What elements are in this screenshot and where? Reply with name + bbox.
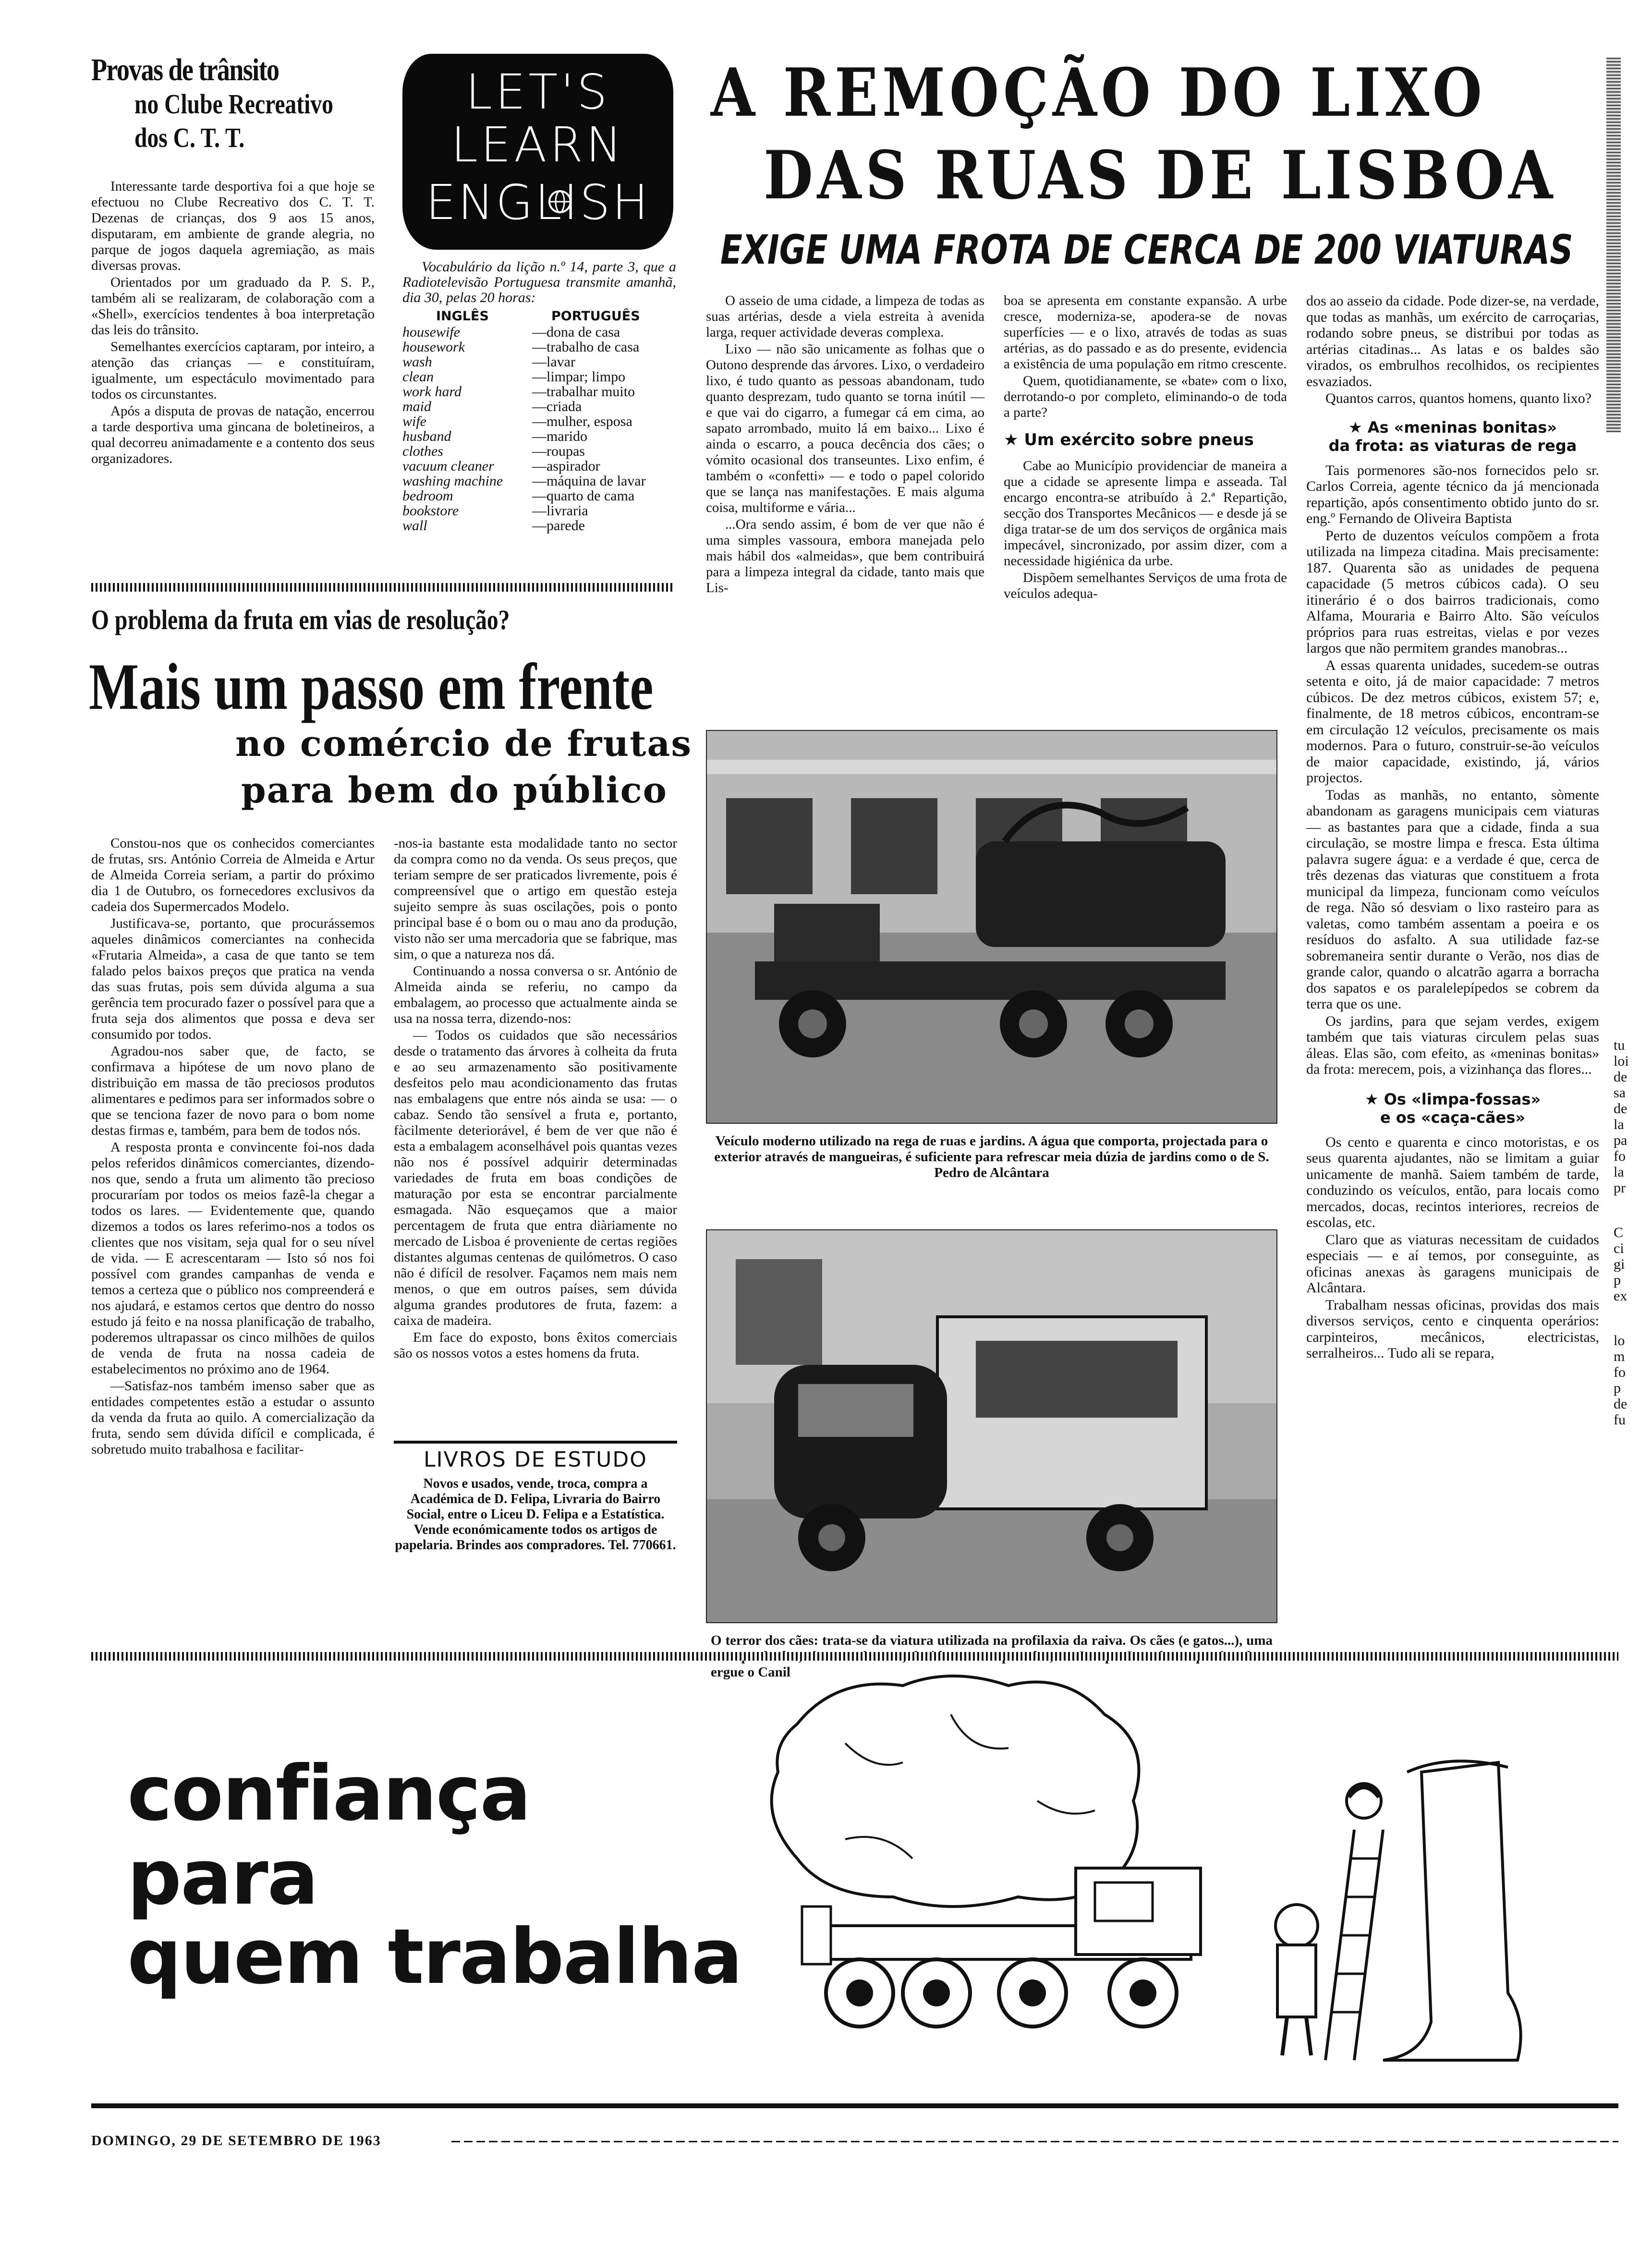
paragraph: — Todos os cuidados que são necessários desde o tratamento das árvores à colheita da fruta e ao seu armazenamento são positivamente desfeitos pelo mau acondicionamento das frutas nas embalagens que entre nós ainda se usa: — o cabaz. Sendo tão sensível a fruta e, portanto, fàcilmente deteriorável, é bem de ver que não é esta a embalagem aconselhável pois quantas vezes não nos é possível adquirir determinadas variedades de fruta em boas condições de maturação por esta se encontrar parcialmente esmagada. Não esqueçamos que a maior percentagem de fruta que entra diàriamente no mercado de Lisboa é proveniente de certas regiões distantes algumas centenas de quilómetros. O caso não é difícil de resolver. Façamos nem mais nem menos, o que em outros países, sem dúvida alguma grandes produtores de fruta, fazem: a caixa de madeira.: [394, 1028, 677, 1328]
paragraph: A essas quarenta unidades, sucedem-se outras setenta e oito, já de maior capacidade: 7 metros cúbicos. De dez metros cúbicos, existem 57; e, finalmente, de 18 metros cúbicos, encontram-se em circulação 12 veículos, precisamente os mais modernos. Para o futuro, construir-se-ão veículos de maior capacidade, existindo, já, vários projectos.: [1306, 657, 1599, 786]
cut-off-text-fragment: la: [1614, 1117, 1624, 1132]
vocab-table: [402, 325, 676, 533]
right-edge-shade: [1606, 58, 1621, 432]
divider-rule: [91, 583, 675, 592]
fruta-subhead-2: para bem do público: [241, 770, 668, 811]
livros-title: LIVROS DE ESTUDO: [424, 1447, 647, 1472]
lixo-headline-2: DAS RUAS DE LISBOA: [764, 136, 1557, 214]
vocab-english-word: wife: [402, 413, 426, 429]
vocab-portuguese-word: —limpar; limpo: [532, 369, 626, 385]
vocab-portuguese-word: —roupas: [532, 443, 585, 459]
livros-ad-rule: [394, 1441, 677, 1444]
vocab-header: [402, 308, 676, 325]
paragraph: Tais pormenores são-nos fornecidos pelo sr. Carlos Correia, agente técnico da já mencionada repartição, após consentimento obtido junto do sr. eng.º Fernando de Oliveira Baptista: [1306, 462, 1599, 526]
vocab-english-word: vacuum cleaner: [402, 458, 494, 474]
section-heading-line2: e os «caça-cães»: [1380, 1108, 1526, 1127]
lixo-subhead: EXIGE UMA FROTA DE CERCA DE 200 VIATURAS: [720, 226, 1573, 273]
lixo-col3: [1306, 293, 1599, 1362]
cut-off-text-fragment: de: [1614, 1069, 1628, 1085]
lixo-col2: [1004, 293, 1287, 603]
vocab-row: [402, 414, 676, 429]
lixo-col1: [706, 293, 984, 597]
paragraph: ...Ora sendo assim, é bom de ver que não é uma simples vassoura, embora manejada pelo mais hábil dos «almeidas», que bem contribuirá para a limpeza integral da cidade, tanto mais que Lis-: [706, 517, 984, 595]
paragraph: Todas as manhãs, no entanto, sòmente abandonam as garagens municipais cem viaturas — as bastantes para que a cidade, finda a sua circulação, se mostre limpa e fresca. Esta última palavra sugere água: e a verdade é que, cerca de três dezenas das viaturas que constituem a frota municipal da limpeza, funcionam como veículos de rega. Não só desviam o lixo rasteiro para as valetas, como também assentam a poeira e os resíduos do asfalto. A sua utilidade faz-se sobremaneira sentir durante o Verão, nos dias de grande calor, quando o alcatrão agarra a borracha dos sapatos e os paralelepípedos se cobrem da terra que os une.: [1306, 787, 1599, 1012]
ad-line1: confiança: [127, 1749, 530, 1838]
paragraph: O asseio de uma cidade, a limpeza de todas as suas artérias, desde a viela estreita à avenida larga, requer actividade deveras complexa.: [706, 293, 984, 340]
paragraph: Em face do exposto, bons êxitos comerciais são os nossos votos a estes homens da fruta.: [394, 1330, 677, 1361]
paragraph: Justificava-se, portanto, que procurássemos aqueles dinâmicos comerciantes na conhecida «Frutaria Almeida», a casa de que tanto se tem falado pelos baixos preços que pratica na venda das suas frutas, pois sem dúvida alguma a sua gerência tem procurado fazer o possível para que a fruta seja dos alimentos que possa e deva ser consumido por todos.: [91, 916, 375, 1042]
vocab-portuguese-word: —dona de casa: [532, 324, 620, 340]
section-heading: ★ Um exército sobre pneus: [1004, 430, 1254, 449]
paragraph: Semelhantes exercícios captaram, por inteiro, a atenção das crianças — e constituíram, igualmente, um espectáculo movimentado para todos os circunstantes.: [91, 339, 375, 402]
vocab-english-word: maid: [402, 399, 431, 414]
truck-cartoon-illustration: [701, 1657, 1542, 2075]
fruta-subhead-1: no comércio de frutas: [235, 723, 692, 765]
cut-off-text-fragment: p: [1614, 1380, 1621, 1396]
vocab-row: [402, 384, 676, 399]
dog-catcher-van-photo: [706, 1229, 1277, 1623]
cut-off-text-fragment: m: [1614, 1348, 1625, 1364]
vocab-portuguese-word: —aspirador: [532, 458, 600, 474]
cut-off-text-fragment: fo: [1614, 1364, 1626, 1380]
paragraph: Agradou-nos saber que, de facto, se confirmava a hipótese de um novo plano de distribuição em massa de tão preciosos produtos alimentares e pedimos para ser informados sobre o que se tenciona fazer de novo para o bom nome destas firmas e, também, para bem de todos nós.: [91, 1044, 375, 1138]
ad-line2: para: [127, 1834, 318, 1922]
vocab-row: [402, 354, 676, 369]
section-heading-line1: ★ As «meninas bonitas»: [1348, 418, 1557, 437]
vocab-row: [402, 488, 676, 503]
photo1-caption: Veículo moderno utilizado na rega de ruas e jardins. A água que comporta, projectada para o exterior através de mangueiras, é suficiente para refrescar meia dúzia de jardins como o de S. Pedro de Alcântara: [714, 1133, 1269, 1180]
logo-line2: LEARN: [451, 117, 625, 173]
section-heading-line2: da frota: as viaturas de rega: [1328, 436, 1577, 455]
logo-line3: ENGLISH: [425, 174, 650, 231]
vocab-english-word: washing machine: [402, 473, 503, 489]
cut-off-text-fragment: ex: [1614, 1288, 1628, 1304]
english-vocab: [402, 259, 676, 533]
paragraph: Claro que as viaturas necessitam de cuidados especiais — e aí temos, por conseguinte, as oficinas anexas às garagens municipais de Alcântara.: [1306, 1231, 1599, 1296]
cut-off-column: [1614, 1037, 1652, 1428]
cut-off-text-fragment: lo: [1614, 1333, 1625, 1348]
vocab-header-pt: PORTUGUÊS: [551, 309, 640, 324]
vocab-row: [402, 474, 676, 488]
vocab-row: [402, 369, 676, 384]
cut-off-text-fragment: pr: [1614, 1180, 1626, 1196]
cut-off-text-fragment: ci: [1614, 1240, 1624, 1256]
footer-rule: [451, 2141, 1618, 2142]
vocab-row: [402, 459, 676, 474]
paragraph: Os cento e quarenta e cinco motoristas, e os seus quarenta ajudantes, não se limitam a guiar unicamente de manhã. Saiem também de tarde, conduzindo os veículos, então, para locais como mercados, docas, recintos interiores, recreios de escolas, etc.: [1306, 1134, 1599, 1230]
vocab-portuguese-word: —trabalhar muito: [532, 384, 635, 400]
cut-off-text-fragment: de: [1614, 1101, 1628, 1117]
vocab-intro: Vocabulário da lição n.º 14, parte 3, que a Radiotelevisão Portuguesa transmite amanhã, dia 30, pelas 20 horas:: [402, 259, 676, 305]
cut-off-text-fragment: fu: [1614, 1412, 1626, 1428]
vocab-portuguese-word: —marido: [532, 428, 587, 444]
cut-off-text-fragment: de: [1614, 1396, 1628, 1412]
fruta-headline: Mais um passo em frente: [89, 650, 654, 723]
cut-off-text-fragment: C: [1614, 1225, 1624, 1240]
paragraph: dos ao asseio da cidade. Pode dizer-se, na verdade, que todas as manhãs, um exército de carroçarias, rodando sobre pneus, se distribui por todas as artérias citadinas... As latas e os baldes são virados, os embrulhos recolhidos, os recipientes esvaziados.: [1306, 293, 1599, 389]
paragraph: —Satisfaz-nos também imenso saber que as entidades competentes estão a estudar o assunto da venda da fruta ao quilo. A comercialização da fruta, sendo sem dúvida difícil e complicada, é sobretudo muito trabalhosa e facilitar-: [91, 1378, 375, 1457]
vocab-row: [402, 429, 676, 444]
vocab-portuguese-word: —livraria: [532, 503, 588, 519]
paragraph: Quantos carros, quantos homens, quanto lixo?: [1325, 390, 1592, 406]
paragraph: Lixo — não são unicamente as folhas que o Outono desprende das árvores. Lixo, o verdadeiro lixo, é tudo quanto as pessoas abandonam, tudo quanto desprezam, tudo quanto se torna inútil — e que vai do cigarro, a fumegar cá em cima, ao sapato arrombado, muito lá em baixo... Lixo é ainda o escarro, a pouca decência dos cães; o vómito ocasional dos transeuntes. Lixo enfim, é também o «confetti» — e todo o papel colorido que se lança nas manifestações. E mais alguma coisa, multiforme e vária...: [706, 341, 984, 515]
globe-icon: [547, 188, 573, 215]
livros-ad: [394, 1446, 677, 1553]
cut-off-text-fragment: p: [1614, 1272, 1621, 1288]
paragraph: Dispõem semelhantes Serviços de uma frota de veículos adequa-: [1004, 570, 1287, 601]
vocab-row: [402, 444, 676, 459]
cut-off-text-fragment: gi: [1614, 1256, 1625, 1272]
cut-off-text-fragment: tu: [1614, 1037, 1625, 1053]
vocab-portuguese-word: —máquina de lavar: [532, 473, 646, 489]
vocab-english-word: clothes: [402, 443, 443, 459]
transit-title-line1: Provas de trânsito: [91, 52, 279, 87]
lets-learn-english-logo: [402, 54, 673, 250]
livros-text: Novos e usados, vende, troca, compra a Académica de D. Felipa, Livraria do Bairro Social, entre o Liceu D. Felipa e a Estatística. Vende económicamente todos os artigos de papelaria. Brindes aos compradores. Tel. 770661.: [395, 1476, 676, 1553]
paragraph: Após a disputa de provas de natação, encerrou a tarde desportiva uma gincana de boletineiros, a qual decorreu animadamente e a contento dos seus organizadores.: [91, 403, 375, 466]
paragraph: Quem, quotidianamente, se «bate» com o lixo, derrotando-o por completo, eliminando-o de toda a parte?: [1004, 373, 1287, 420]
cut-off-text-fragment: la: [1614, 1164, 1624, 1180]
vocab-row: [402, 325, 676, 340]
paragraph: Perto de duzentos veículos compõem a frota utilizada na limpeza citadina. Mais precisamente: 187. Quarenta são as unidades de pequena capacidade (5 metros cúbicos cada). O seu itinerário é o dos bairros tradicionais, como Alfama, Mouraria e Bairro Alto. São veículos próprios para ruas estreitas, vielas e por vezes largos que não permitem grandes manobras...: [1306, 527, 1599, 656]
van-illustration: [707, 1230, 1277, 1623]
paragraph: Os jardins, para que sejam verdes, exigem também que tais viaturas circulem pelas suas áleas. Elas são, com efeito, as «meninas bonitas» da frota: merecem, pois, a vizinhança das flores...: [1306, 1013, 1599, 1077]
paragraph: -nos-ia bastante esta modalidade tanto no sector da compra como no da venda. Os seus preços, que teriam sempre de ser praticados livremente, pois é compreensível que o artigo em questão esteja sujeito sempre às suas oscilações, pois o ponto principal base é o bom ou o mau ano da produção, visto não ser uma mercadoria que se fabrique, mas sim, o que a natureza nos dá.: [394, 836, 677, 962]
vocab-portuguese-word: —trabalho de casa: [532, 339, 640, 355]
cut-off-text-fragment: fo: [1614, 1148, 1626, 1164]
transit-body: [91, 179, 375, 467]
vocab-portuguese-word: —mulher, esposa: [532, 413, 632, 429]
vocab-row: [402, 340, 676, 354]
vocab-portuguese-word: —criada: [532, 399, 582, 414]
ad-line3: quem trabalha: [127, 1913, 742, 2001]
photo2-caption: O terror dos cães: trata-se da viatura utilizada na profilaxia da raiva. Os cães (e gatos...), uma ergue o Canil: [711, 1633, 1273, 1680]
cut-off-text-fragment: sa: [1614, 1085, 1626, 1101]
lixo-headline-1: A REMOÇÃO DO LIXO: [711, 53, 1486, 132]
vocab-portuguese-word: —quarto de cama: [532, 488, 635, 504]
vocab-portuguese-word: —parede: [532, 518, 585, 534]
paragraph: Constou-nos que os conhecidos comerciantes de frutas, srs. António Correia de Almeida e Artur de Almeida Correia seriam, a partir do próximo dia 1 de Outubro, os fornecedores exclusivos da cadeia dos Supermercados Modelo.: [91, 836, 375, 914]
vocab-row: [402, 518, 676, 533]
paragraph: boa se apresenta em constante expansão. A urbe cresce, moderniza-se, apodera-se de novas superfícies — e o lixo, através de todas as suas artérias, as do passado e as do presente, evidencia a existência de uma população em ritmo crescente.: [1004, 293, 1287, 372]
vocab-header-en: INGLÊS: [436, 309, 489, 324]
paragraph: Trabalham nessas oficinas, providas dos mais diversos serviços, cento e cinquenta operários: carpinteiros, mecânicos, electricistas, serralheiros... Tudo ali se repara,: [1306, 1297, 1599, 1361]
paragraph: Cabe ao Município providenciar de maneira a que a cidade se apresente limpa e asseada. Tal encargo encontra-se atribuído à 2.ª Repartição, secção dos Transportes Mecânicos — e desde já se diga tratar-se de um dos serviços de orgânica mais impecável, sincronizado, por assim dizer, com a necessidade higiénica da urbe.: [1004, 458, 1287, 569]
logo-line1: LET'S: [465, 64, 610, 120]
section-heading: [1306, 1090, 1599, 1127]
vocab-english-word: clean: [402, 369, 434, 385]
fruta-col1: [91, 836, 375, 1458]
street-washer-truck-photo: [706, 730, 1277, 1124]
fruta-kicker: O problema da fruta em vias de resolução?: [91, 604, 510, 635]
vocab-english-word: bedroom: [402, 488, 453, 504]
vocab-english-word: bookstore: [402, 503, 459, 519]
truck-illustration: [707, 731, 1277, 1124]
vocab-portuguese-word: —lavar: [532, 354, 575, 370]
vocab-row: [402, 399, 676, 414]
paragraph: Orientados por um graduado da P. S. P., também ali se realizaram, de colaboração com a «Shell», exercícios tendentes à boa interpretação das leis do trânsito.: [91, 275, 375, 338]
vocab-row: [402, 503, 676, 518]
section-heading-line1: ★ Os «limpa-fossas»: [1364, 1090, 1541, 1108]
vocab-english-word: husband: [402, 428, 451, 444]
footer-date: DOMINGO, 29 DE SETEMBRO DE 1963: [91, 2133, 381, 2149]
fruta-col2: [394, 836, 677, 1362]
cut-off-text-fragment: loi: [1614, 1053, 1629, 1069]
transit-article: [91, 53, 379, 581]
vocab-english-word: wall: [402, 518, 427, 534]
vocab-english-word: work hard: [402, 384, 462, 400]
vocab-english-word: wash: [402, 354, 432, 370]
paragraph: Interessante tarde desportiva foi a que hoje se efectuou no Clube Recreativo dos C. T. T. Dezenas de crianças, dos 9 aos 15 anos, disputaram, em ambiente de grande alegria, no parque de jogos daquela agremiação, as mais diversas provas.: [91, 179, 375, 273]
paragraph: Continuando a nossa conversa o sr. António de Almeida ainda se referiu, no campo da embalagem, ao processo que actualmente ainda se usa na nossa terra, dizendo-nos:: [394, 963, 677, 1026]
section-heading: [1306, 418, 1599, 455]
transit-title-line3: dos C. T. T.: [134, 122, 245, 153]
bottom-rule: [91, 2103, 1618, 2108]
cut-off-text-fragment: pa: [1614, 1132, 1628, 1148]
vocab-english-word: housewife: [402, 324, 460, 340]
transit-title-line2: no Clube Recreativo: [134, 88, 333, 120]
paragraph: A resposta pronta e convincente foi-nos dada pelos referidos dinâmicos comerciantes, dizendo-nos que, sendo a fruta um alimento tão precioso procuraríam por todos os meios fazê-la chegar a todos os lares. — Evidentemente que, quando dizemos a todos os lares referimo-nos a todos os clientes que nos visitam, seja qual for o seu nível de vida. — E acrescentaram — Isto só nos foi possível com grandes campanhas de venda e temos a certeza que o público nos compreenderá e nos ajudará, e estamos certos que dentro do nosso estudo já feito e na nossa planificação de trabalho, poderemos ultrapassar os cinco milhões de quilos de venda de fruta na nossa cadeia de estabelecimentos no próximo ano de 1964.: [91, 1140, 375, 1377]
vocab-english-word: housework: [402, 339, 465, 355]
